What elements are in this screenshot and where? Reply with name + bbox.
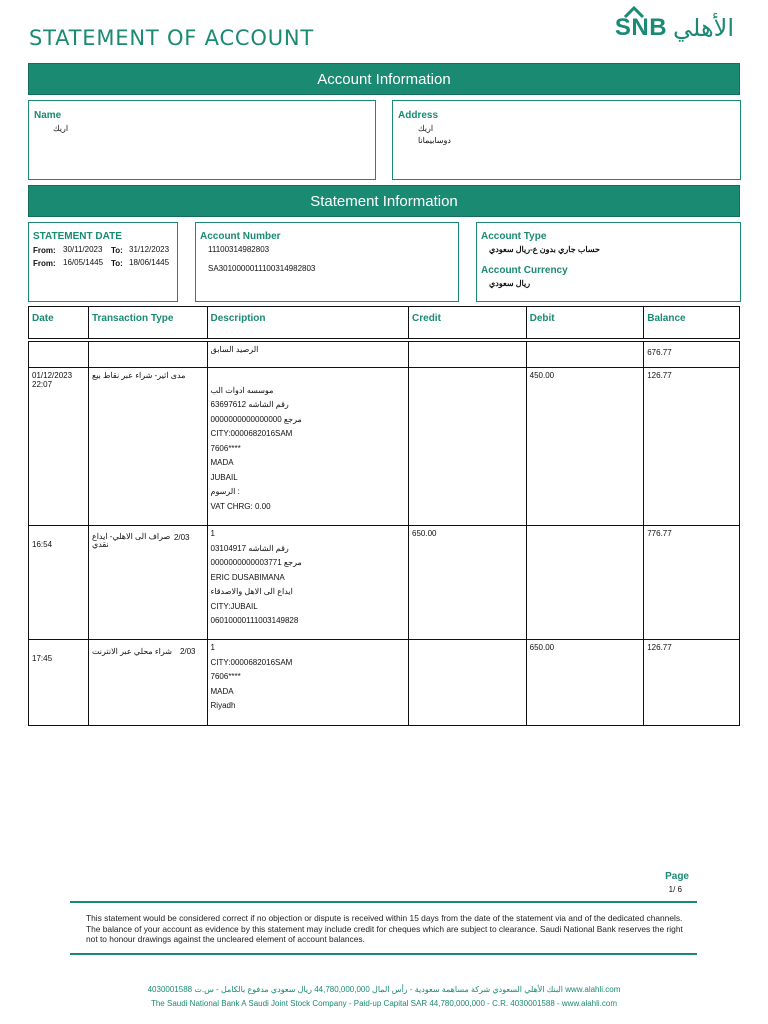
- table-row: [29, 368, 740, 526]
- snb-logo-text: SNB: [614, 14, 668, 41]
- row-credit: 650.00: [409, 526, 527, 640]
- desc-line: 06010000111003149828: [210, 616, 299, 625]
- statement-date-box: [28, 222, 178, 302]
- account-type: حساب جاري بدون ع-ريال سعودي: [489, 245, 600, 254]
- desc-line: MADA: [210, 686, 234, 696]
- col-credit: Credit: [409, 307, 527, 339]
- row-credit: [409, 342, 527, 368]
- row-type: [88, 368, 207, 526]
- row-type-value: شراء محلي عبر الانترنت: [91, 647, 172, 656]
- row-debit: 450.00: [526, 368, 644, 526]
- desc-line: رقم الشاشه 63697612: [210, 400, 289, 409]
- statement-date-label: STATEMENT DATE: [33, 231, 122, 242]
- table-row: [29, 526, 740, 640]
- desc-line: 1: [210, 529, 215, 538]
- row-description: [207, 526, 409, 640]
- account-number: 11100314982803: [208, 245, 270, 254]
- desc-line: CITY:0000682016SAM: [210, 657, 293, 667]
- desc-line: 1: [210, 643, 215, 652]
- page-label: Page: [665, 871, 689, 882]
- from-hijri: 16/05/1445: [63, 258, 104, 267]
- row-time-value: 17:45: [32, 654, 53, 663]
- to-greg: 31/12/2023: [129, 245, 170, 254]
- desc-line: الرصيد السابق: [210, 345, 259, 354]
- name-box: [28, 100, 376, 180]
- bank-info-english: The Saudi National Bank A Saudi Joint Stock Company - Paid-up Capital SAR 44,780,000,000 - C.R. 4030001588 - www.alahli.com: [150, 999, 618, 1008]
- from-greg: 30/11/2023: [63, 245, 103, 254]
- row-description: [207, 640, 409, 726]
- statement-info-heading: Statement Information: [28, 185, 740, 217]
- col-debit: Debit: [526, 307, 644, 339]
- row-type: [88, 640, 207, 726]
- row-date: [29, 342, 89, 368]
- account-info-heading: Account Information: [28, 63, 740, 95]
- address-line-2: دوسابيمانا: [418, 136, 451, 145]
- row-balance: 126.77: [644, 368, 740, 526]
- name-label: Name: [34, 110, 62, 121]
- row-debit: [526, 526, 644, 640]
- desc-line: [211, 371, 406, 386]
- to-label: To:: [111, 246, 123, 255]
- row-type: [88, 342, 207, 368]
- table-row: [29, 640, 740, 726]
- footer-divider-top: [70, 901, 697, 903]
- row-description: [207, 342, 409, 368]
- row-type: [88, 526, 207, 640]
- row-time-value: 22:07: [32, 380, 53, 389]
- page-title: STATEMENT OF ACCOUNT: [29, 26, 315, 50]
- desc-line: موسسه ادوات الب: [210, 385, 274, 395]
- desc-line: JUBAIL: [210, 472, 238, 482]
- page-number: 1/ 6: [668, 885, 682, 894]
- desc-line: 7606****: [210, 443, 241, 453]
- footer-divider-bottom: [70, 953, 697, 955]
- row-type-value: مدى اثير- شراء عبر نقاط بيع: [91, 371, 186, 380]
- row-date: [29, 368, 89, 526]
- to-label-hijri: To:: [111, 259, 123, 268]
- row-balance: 676.77: [644, 342, 740, 368]
- disclaimer-text: This statement would be considered correct if no objection or dispute is received within 15 days from the date of the statement via and of the dedicated channels. The balance of your account as evidence by this statement may include credit for cheques which are subject to clearance. Saudi National Bank reserves the right not to honour drawings against the uncleared element of account balances.: [86, 913, 683, 944]
- desc-line: Riyadh: [210, 701, 236, 710]
- address-label: Address: [398, 110, 439, 121]
- col-transaction-type: Transaction Type: [88, 307, 207, 339]
- desc-line: رقم الشاشه 03104917: [210, 543, 289, 553]
- col-description: Description: [207, 307, 409, 339]
- row-type-value: صراف الى الاهلي- ايداع نقدي: [91, 532, 171, 549]
- account-currency-label: Account Currency: [481, 265, 568, 276]
- account-number-box: [195, 222, 459, 302]
- row-date: [29, 640, 89, 726]
- account-number-label: Account Number: [200, 231, 281, 242]
- to-hijri: 18/06/1445: [129, 258, 170, 267]
- desc-line: ERIC DUSABIMANA: [210, 572, 285, 582]
- desc-line: CITY:JUBAIL: [210, 601, 258, 611]
- desc-line: VAT CHRG: 0.00: [210, 501, 271, 511]
- snb-logo: [615, 14, 734, 42]
- from-label-hijri: From:: [33, 259, 56, 268]
- row-type-date: 2/03: [173, 533, 190, 542]
- row-date: [29, 526, 89, 640]
- iban: SA3010000011100314982803: [208, 264, 316, 273]
- row-date-value: 01/12/2023: [32, 371, 73, 380]
- row-debit: [526, 342, 644, 368]
- logo-arc-icon: [623, 6, 645, 18]
- account-type-label: Account Type: [481, 231, 547, 242]
- row-description: [207, 368, 409, 526]
- col-date: Date: [29, 307, 89, 339]
- row-type-date: 2/03: [179, 647, 196, 656]
- row-balance: 776.77: [644, 526, 740, 640]
- desc-line: مرجع 0000000000003771: [210, 558, 302, 567]
- row-debit: 650.00: [526, 640, 644, 726]
- row-credit: [409, 640, 527, 726]
- table-row: [29, 342, 740, 368]
- desc-line: الرسوم :: [210, 487, 240, 496]
- transactions-table: [28, 306, 740, 726]
- desc-line: مرجع 0000000000000000: [210, 414, 302, 424]
- desc-line: CITY:0000682016SAM: [210, 429, 293, 438]
- address-line-1: اريك: [418, 124, 434, 133]
- col-balance: Balance: [644, 307, 740, 339]
- desc-line: MADA: [210, 458, 234, 467]
- account-type-box: [476, 222, 741, 302]
- row-time-value: 16:54: [32, 540, 53, 549]
- account-currency: ريال سعودي: [489, 279, 531, 288]
- name-value: اريك: [53, 124, 69, 133]
- snb-logo-arabic: الأهلي: [673, 14, 734, 42]
- desc-line: ايداع الى الاهل والاصدقاء: [210, 587, 293, 596]
- from-label: From:: [33, 246, 56, 255]
- desc-line: 7606****: [210, 672, 241, 681]
- address-box: [392, 100, 741, 180]
- bank-info-arabic: البنك الأهلي السعودي شركة مساهمة سعودية - رأس المال 44,780,000,000 ريال سعودي مدفوع بالكامل - س.ت 4030001588 www.alahli.com: [147, 985, 621, 994]
- row-credit: [409, 368, 527, 526]
- table-header-row: [29, 307, 740, 339]
- row-balance: 126.77: [644, 640, 740, 726]
